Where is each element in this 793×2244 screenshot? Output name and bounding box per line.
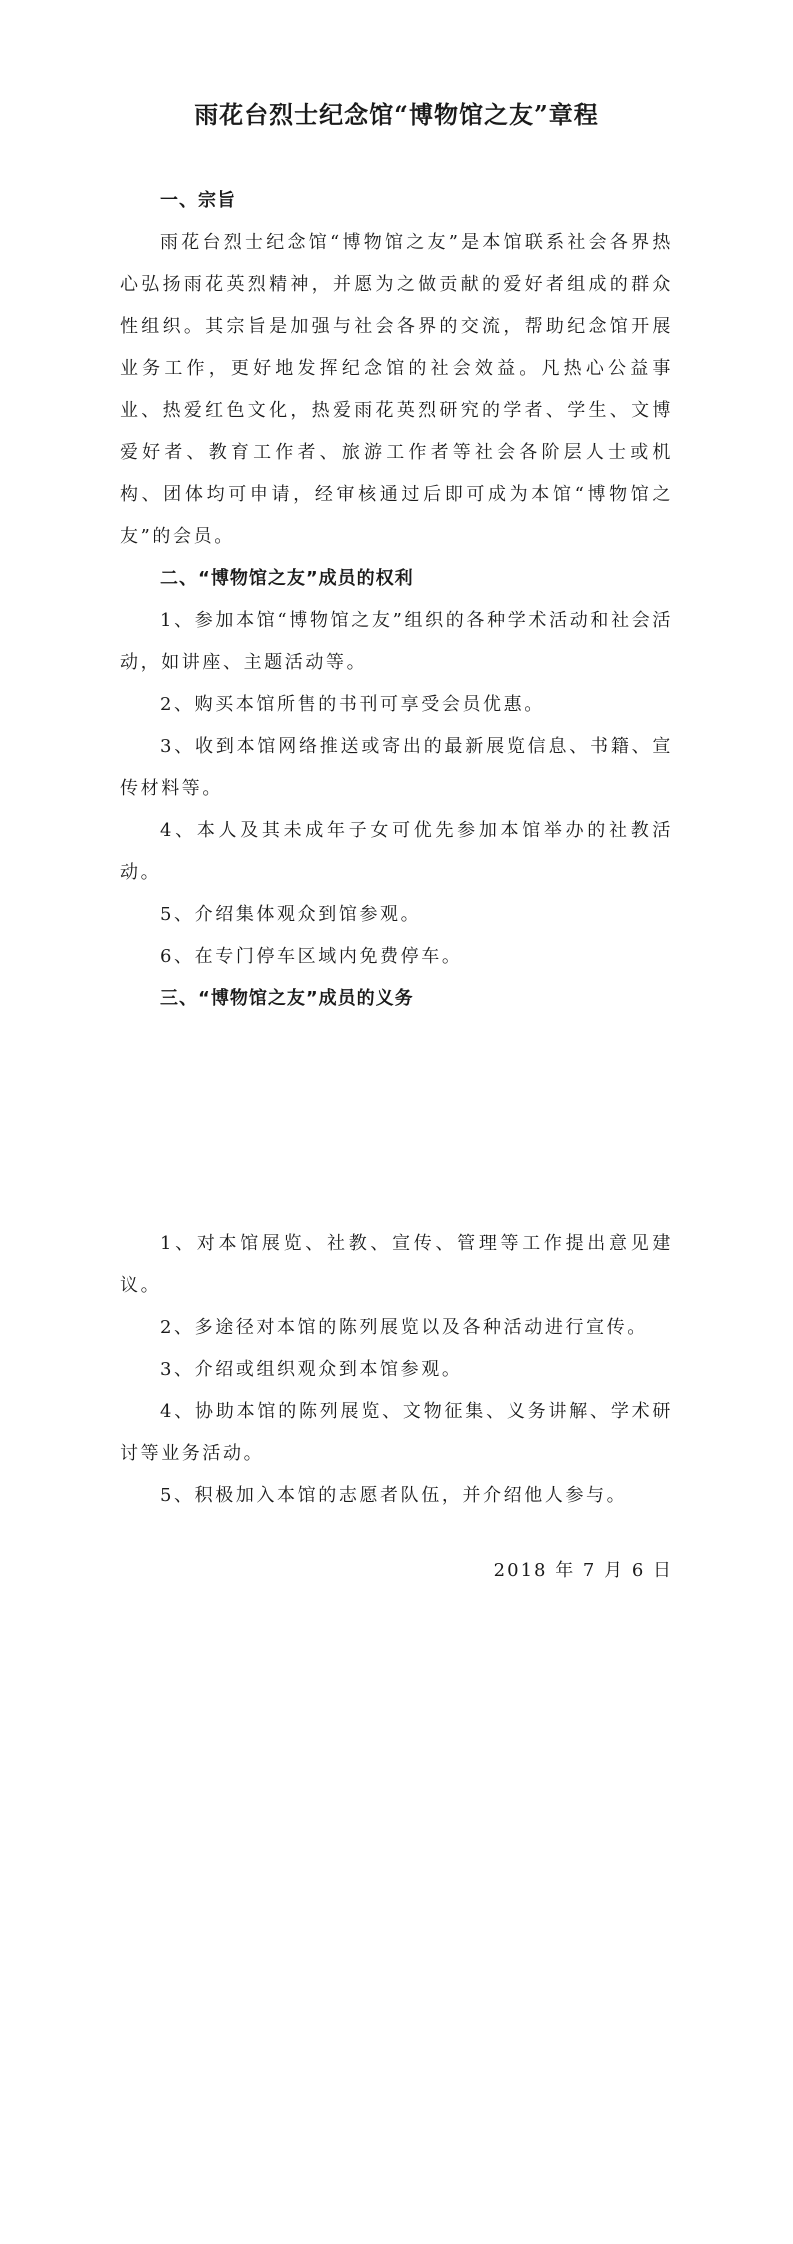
duties-item-5: 5、积极加入本馆的志愿者队伍，并介绍他人参与。 — [160, 1485, 628, 1506]
section-heading-duties: 三、“博物馆之友”成员的义务 — [160, 988, 414, 1009]
duties-item-1: 1、对本馆展览、社教、宣传、管理等工作提出意见建议。 — [120, 1233, 673, 1296]
duties-item-2: 2、多途径对本馆的陈列展览以及各种活动进行宣传。 — [160, 1317, 648, 1338]
section-heading-purpose: 一、宗旨 — [160, 190, 236, 211]
document-date: 2018 年 7 月 6 日 — [493, 1560, 673, 1581]
document-body-part-1 — [120, 180, 673, 1020]
document-title: 雨花台烈士纪念馆“博物馆之友”章程 — [194, 100, 599, 129]
rights-item-3: 3、收到本馆网络推送或寄出的最新展览信息、书籍、宣传材料等。 — [120, 736, 673, 799]
document-body-part-2 — [120, 1223, 673, 1517]
section-heading-rights: 二、“博物馆之友”成员的权利 — [160, 568, 414, 589]
rights-item-6: 6、在专门停车区域内免费停车。 — [160, 946, 463, 967]
duties-item-4: 4、协助本馆的陈列展览、文物征集、义务讲解、学术研讨等业务活动。 — [120, 1401, 673, 1464]
purpose-paragraph: 雨花台烈士纪念馆“博物馆之友”是本馆联系社会各界热心弘扬雨花英烈精神，并愿为之做贡献的爱好者组成的群众性组织。其宗旨是加强与社会各界的交流，帮助纪念馆开展业务工作，更好地发挥纪念馆的社会效益。凡热心公益事业、热爱红色文化，热爱雨花英烈研究的学者、学生、文博爱好者、教育工作者、旅游工作者等社会各阶层人士或机构、团体均可申请，经审核通过后即可成为本馆“博物馆之友”的会员。 — [120, 232, 673, 547]
rights-item-2: 2、购买本馆所售的书刊可享受会员优惠。 — [160, 694, 545, 715]
rights-item-4: 4、本人及其未成年子女可优先参加本馆举办的社教活动。 — [120, 820, 673, 883]
rights-item-1: 1、参加本馆“博物馆之友”组织的各种学术活动和社会活动，如讲座、主题活动等。 — [120, 610, 673, 673]
rights-item-5: 5、介绍集体观众到馆参观。 — [160, 904, 422, 925]
duties-item-3: 3、介绍或组织观众到本馆参观。 — [160, 1359, 463, 1380]
